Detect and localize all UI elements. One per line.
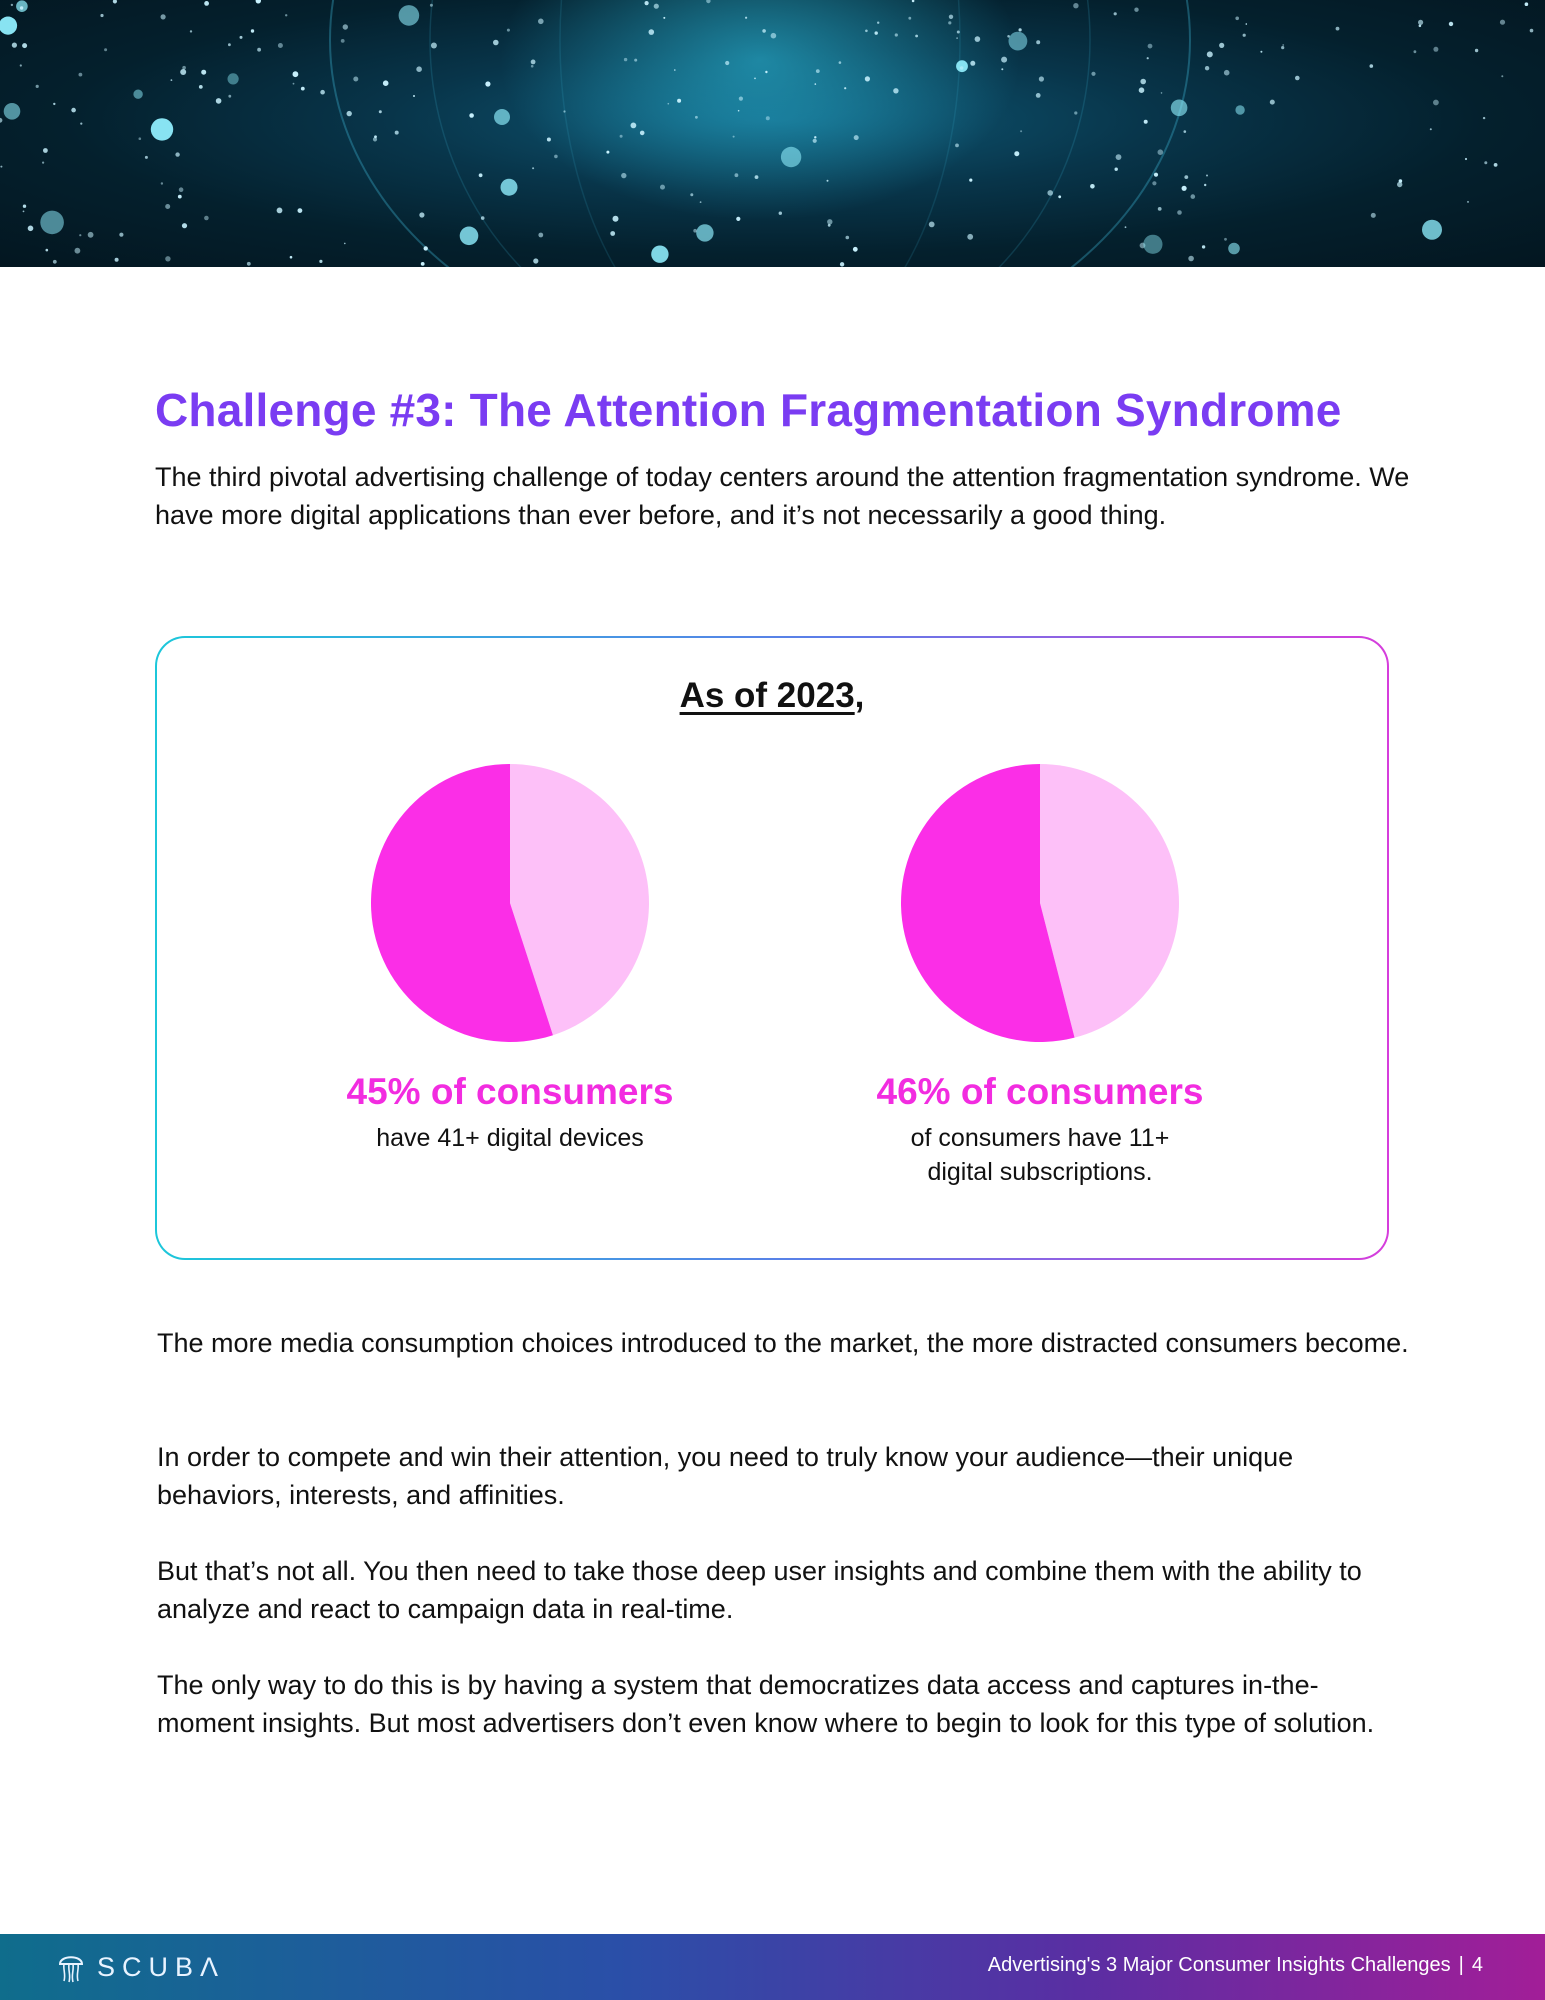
star-dot [1235,105,1244,114]
star-dot [865,76,870,81]
star-dot [660,185,665,190]
star-dot [399,5,420,26]
star-dot [739,97,743,101]
star-dot [828,224,831,227]
starfield-globe-illustration [0,0,1545,267]
star-dot [1144,120,1148,124]
star-dot [507,29,510,32]
star-dot [1191,194,1196,199]
star-dot [1152,181,1156,185]
star-dot [1483,117,1485,119]
star-dot [190,30,192,32]
footer-doc-info [988,1954,1483,1977]
star-dot [654,4,659,9]
star-dot [293,71,299,77]
star-dot [781,147,801,167]
star-dot [1246,23,1248,25]
stat-value: 45% of consumers [346,1071,674,1112]
star-dot [469,113,474,118]
star-dot [42,162,44,164]
star-dot [493,40,499,46]
star-dot [424,246,428,250]
jellyfish-icon [57,1950,85,1984]
star-dot [865,30,868,33]
star-dot [1047,190,1053,196]
star-dot [1530,29,1534,33]
star-dot [277,208,283,214]
star-dot [915,35,918,38]
star-dot [538,233,543,238]
star-dot [554,155,558,159]
star-dot [383,80,389,86]
star-dot [1260,51,1262,53]
star-dot [139,137,142,140]
star-dot [877,22,879,24]
star-dot [104,48,107,51]
star-dot [485,81,490,86]
star-dot [610,231,615,236]
star-dot [413,95,415,97]
star-dot [1171,100,1188,117]
star-dot [1430,128,1432,130]
footer-separator: | [1458,1954,1464,1976]
star-dot [700,201,702,203]
star-dot [948,21,951,24]
star-dot [28,226,34,232]
stats-heading-year: As of 2023 [679,676,855,715]
star-dot [343,24,348,29]
star-dot [119,233,123,237]
star-dot [1001,57,1007,63]
star-dot [1019,28,1022,31]
star-dot [180,69,186,75]
star-dot [1154,173,1158,177]
star-dot [240,36,243,39]
star-dot [1422,220,1442,240]
star-dot [1039,76,1044,81]
page-title: Challenge #3: The Attention Fragmentation Syndrome [155,384,1342,436]
star-dot [1188,256,1194,262]
star-dot [257,48,261,52]
star-dot [1295,76,1300,81]
star-dot [1202,245,1205,248]
star-dot [88,232,94,238]
star-dot [43,148,48,153]
star-dot [1134,8,1138,12]
page-number: 4 [1471,1954,1483,1976]
star-dot [827,180,829,182]
star-dot [1158,207,1162,211]
star-dot [204,216,209,221]
star-dot [494,109,510,125]
star-dot [762,29,766,33]
footer-doc-title: Advertising's 3 Major Consumer Insights Challenges [987,1954,1451,1976]
star-dot [1148,44,1153,49]
star-dot [620,135,623,138]
star-dot [839,61,842,64]
star-dot [228,95,231,98]
star-dot [460,227,479,246]
star-dot [846,236,850,240]
star-dot [674,69,676,71]
star-dot [161,182,163,184]
star-dot [1397,182,1402,187]
star-dot [547,138,551,142]
star-dot [1207,51,1213,57]
scuba-logo [57,1948,225,1986]
star-dot [1224,238,1227,241]
star-dot [201,70,206,75]
star-dot [634,59,637,62]
star-dot [256,0,261,4]
star-dot [853,247,858,252]
star-dot [531,60,536,65]
star-dot [645,1,649,5]
star-dot [290,256,293,259]
star-dot [1125,226,1127,228]
body-paragraph: But that’s not all. You then need to take those deep user insights and combine them with the ability to analyze and react to campaign data in real-time. [157,1556,1362,1624]
star-dot [563,110,565,112]
star-dot [1114,12,1117,15]
star-dot [4,103,21,120]
star-dot [165,204,170,209]
star-dot [1525,2,1529,6]
star-dot [421,262,425,266]
star-dot [840,262,844,266]
star-dot [766,116,770,120]
star-dot [1414,50,1417,53]
star-dot [1270,100,1275,105]
body-paragraph: In order to compete and win their attention, you need to truly know your audience—their unique behaviors, interests, and affinities. [157,1442,1294,1510]
star-dot [347,111,352,116]
pie-chart-subscriptions [900,763,1180,1043]
star-dot [1182,186,1187,191]
intro-paragraph: The third pivotal advertising challenge of today centers around the attention fragmentation syndrome. We have more digital applications than ever before, and it’s not necessarily a good thing. [155,462,1410,530]
star-dot [957,31,960,34]
star-dot [182,66,186,70]
star-dot [416,66,422,72]
star-dot [1116,154,1122,160]
star-dot [0,166,2,168]
star-dot [738,110,740,112]
star-dot [1009,32,1028,51]
star-dot [1036,93,1041,98]
stat-description: of consumers have 11+ digital subscriptions. [910,1124,1170,1186]
star-dot [1494,163,1498,167]
star-dot [1465,158,1467,160]
star-dot [1184,175,1188,179]
star-dot [36,85,39,88]
star-dot [301,87,305,91]
star-dot [79,73,83,77]
star-dot [531,65,534,68]
star-dot [151,118,173,140]
star-dot [1140,79,1146,85]
stats-box-inner [157,638,1387,1258]
star-dot [827,219,832,224]
body-paragraph: The more media consumption choices introduced to the market, the more distracted consumers become. [157,1328,1409,1358]
star-dot [1091,72,1095,76]
star-dot [813,139,817,143]
star-dot [395,131,399,135]
star-dot [23,205,26,208]
page-footer [0,1934,1545,2000]
star-dot [1235,17,1239,21]
star-dot [20,6,23,9]
star-dot [1336,27,1340,31]
star-dot [696,224,713,241]
star-dot [1158,149,1164,155]
star-dot [606,151,609,154]
star-dot [970,61,975,66]
star-dot [693,229,697,233]
stats-heading [157,676,1387,716]
star-dot [695,116,698,119]
star-dot [80,123,82,125]
star-dot [649,29,655,35]
star-dot [165,256,170,261]
star-dot [374,135,377,138]
star-dot [1161,92,1163,94]
stat-description: have 41+ digital devices [376,1124,644,1152]
star-dot [12,43,17,48]
star-dot [960,66,964,70]
star-dot [969,179,972,182]
star-dot [854,135,859,140]
star-dot [1090,184,1095,189]
star-dot [1206,175,1208,177]
star-dot [735,173,739,177]
star-dot [320,90,325,95]
star-dot [1500,20,1505,25]
star-dot [1501,75,1503,77]
star-dot [379,110,382,113]
star-dot [278,43,283,48]
pie-chart-devices [370,763,650,1043]
star-dot [736,217,740,221]
star-dot [1036,40,1040,44]
hero-banner-image [0,0,1545,267]
star-dot [1074,111,1077,114]
star-dot [16,0,28,12]
star-dot [1243,34,1246,37]
star-dot [145,156,148,159]
star-dot [754,78,756,80]
star-dot [353,77,358,82]
star-dot [75,248,81,254]
star-dot [1139,87,1145,93]
star-dot [875,31,878,34]
star-dot [293,83,295,85]
star-dot [771,33,777,39]
star-dot [815,83,817,85]
star-dot [1371,213,1376,218]
star-dot [0,17,17,35]
star-dot [640,131,645,136]
star-dot [285,14,287,16]
star-dot [53,260,57,264]
star-dot [20,64,22,66]
star-dot [949,15,953,19]
star-dot [133,90,142,99]
star-dot [113,0,117,3]
star-dot [182,223,187,228]
star-dot [532,167,534,169]
star-dot [538,19,544,25]
star-dot [251,29,254,32]
star-dot [893,88,898,93]
star-dot [1224,70,1230,76]
star-dot [40,211,64,235]
star-dot [115,258,119,262]
star-dot [956,60,968,72]
star-dot [816,69,820,73]
star-dot [1370,64,1374,68]
star-dot [481,216,485,220]
star-dot [668,103,670,105]
star-dot [479,173,483,177]
star-dot [46,249,49,252]
star-dot [344,243,346,245]
star-dot [1204,184,1206,186]
star-dot [216,98,222,104]
star-dot [779,212,782,215]
star-dot [895,33,898,36]
star-dot [1449,22,1453,26]
star-dot [1475,49,1478,52]
star-dot [1282,44,1284,46]
star-dot [1014,151,1019,156]
star-dot [624,58,627,61]
stat-card-subscriptions [830,763,1250,1189]
stats-box [155,636,1389,1260]
star-dot [1467,201,1469,203]
star-dot [1205,66,1209,70]
star-dot [228,73,239,84]
star-dot [228,43,231,46]
star-dot [967,234,973,240]
star-dot [419,212,424,217]
star-dot [1281,46,1284,49]
star-dot [1228,243,1240,255]
stat-value: 46% of consumers [876,1071,1204,1112]
star-dot [178,195,182,199]
stats-heading-suffix: , [854,676,865,715]
star-dot [199,85,203,89]
star-dot [247,262,251,266]
star-dot [956,37,958,39]
star-dot [651,246,668,263]
star-dot [663,17,665,19]
star-dot [533,258,538,263]
star-dot [175,152,179,156]
star-dot [631,123,637,129]
star-dot [844,87,846,89]
star-dot [0,118,2,123]
star-dot [690,193,693,196]
star-dot [79,234,81,236]
logo-wordmark: SCUBΛ [97,1951,226,1982]
star-dot [501,179,518,196]
star-dot [814,136,816,138]
star-dot [53,103,55,105]
star-dot [765,71,767,73]
star-dot [725,61,729,65]
star-dot [1177,210,1182,215]
star-dot [341,39,345,43]
star-dot [733,136,735,138]
star-dot [1001,68,1003,70]
star-dot [745,17,747,19]
star-dot [319,260,322,263]
body-paragraph: The only way to do this is by having a system that democratizes data access and captures in-the-moment insights. But most advertisers don’t even know where to begin to look for this type of solution. [157,1670,1375,1738]
star-dot [1115,168,1118,171]
star-dot [100,14,103,17]
star-dot [929,222,935,228]
star-dot [1143,235,1162,254]
star-dot [1433,100,1439,106]
star-dot [621,173,626,178]
star-dot [955,144,959,148]
star-dot [161,14,166,19]
star-dot [22,43,27,48]
star-dot [1020,130,1022,132]
star-dot [11,4,13,6]
star-dot [1147,57,1149,59]
star-dot [1184,130,1187,133]
star-dot [1484,161,1487,164]
star-dot [908,17,911,20]
star-dot [1418,20,1423,25]
star-dot [71,108,76,113]
star-dot [1073,3,1078,8]
star-dot [179,187,184,192]
star-dot [298,208,303,213]
star-dot [171,79,173,81]
star-dot [755,175,759,179]
star-dot [431,43,437,49]
star-dot [1058,195,1061,198]
star-dot [23,211,25,213]
star-dot [677,99,681,103]
star-dot [1219,43,1224,48]
star-dot [204,1,209,6]
star-dot [613,216,619,222]
star-dot [430,4,433,7]
star-dot [1433,47,1438,52]
star-dot [975,36,981,42]
stat-card-devices [300,763,720,1155]
